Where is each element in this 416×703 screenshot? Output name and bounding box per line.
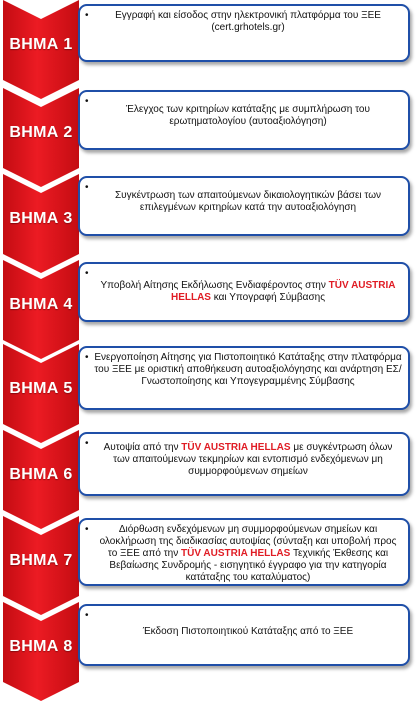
- step-2-box: • Έλεγχος των κριτηρίων κατάταξης με συμπλήρωση του ερωτηματολογίου (αυτοαξιολόγηση): [78, 90, 410, 150]
- step-6-box: • Αυτοψία από την TÜV AUSTRIA HELLAS με συγκέντρωση όλων των απαιτούμενων τεκμηρίων και εντοπισμό ενδεχόμενων μη συμμορφούμενων σημείων: [78, 432, 410, 496]
- step-8-box: • Έκδοση Πιστοποιητικού Κατάταξης από το ΞΕΕ: [78, 604, 410, 666]
- step-7-box: • Διόρθωση ενδεχόμενων μη συμμορφούμενων σημείων και ολοκλήρωση της διαδικασίας αυτοψίας (σύνταξη και υποβολή προς το ΞΕΕ από την TÜV AUSTRIA HELLAS Τεχνικής Έκθεσης και Βεβαίωσης Συνδρομής - εισηγητικό έγγραφο για την κατηγορία κατάταξης του καταλύματος): [78, 518, 410, 586]
- step-5-label: ΒΗΜΑ 5: [9, 380, 73, 397]
- step-1-text: Εγγραφή και είσοδος στην ηλεκτρονική πλατφόρμα του ΞΕΕ (cert.grhotels.gr): [115, 10, 381, 33]
- step-6-label: ΒΗΜΑ 6: [9, 466, 73, 483]
- step-8-text: Έκδοση Πιστοποιητικού Κατάταξης από το ΞΕΕ: [142, 626, 354, 637]
- step-2-text: Έλεγχος των κριτηρίων κατάταξης με συμπλήρωση του ερωτηματολογίου (αυτοαξιολόγηση): [126, 104, 370, 127]
- step-7-label: ΒΗΜΑ 7: [9, 552, 73, 569]
- step-2-label: ΒΗΜΑ 2: [9, 124, 73, 141]
- step-7-text: Διόρθωση ενδεχόμενων μη συμμορφούμενων σημείων και ολοκλήρωση της διαδικασίας αυτοψίας (σύνταξη και υποβολή προς το ΞΕΕ από την TÜV AUSTRIA HELLAS Τεχνικής Έκθεσης και Βεβαίωσης Συνδρομής - εισηγητικό έγγραφο για την κατηγορία κατάταξης του καταλύματος): [99, 524, 397, 583]
- step-3-box: • Συγκέντρωση των απαιτούμενων δικαιολογητικών βάσει των επιλεγμένων κριτηρίων κατά την αυτοαξιολόγηση: [78, 176, 410, 236]
- step-4-label: ΒΗΜΑ 4: [9, 296, 73, 313]
- step-1-box: • Εγγραφή και είσοδος στην ηλεκτρονική πλατφόρμα του ΞΕΕ (cert.grhotels.gr): [78, 4, 410, 62]
- step-3-label: ΒΗΜΑ 3: [9, 210, 73, 227]
- step-4-box: • Υποβολή Αίτησης Εκδήλωσης Ενδιαφέροντος στην TÜV AUSTRIA HELLAS και Υπογραφή Σύμβασης: [78, 262, 410, 322]
- tuv-austria-hellas-highlight: TÜV AUSTRIA HELLAS: [170, 280, 396, 303]
- tuv-austria-hellas-highlight: TÜV AUSTRIA HELLAS: [180, 548, 291, 559]
- step-1-label: ΒΗΜΑ 1: [9, 36, 73, 53]
- step-3-text: Συγκέντρωση των απαιτούμενων δικαιολογητικών βάσει των επιλεγμένων κριτηρίων κατά την αυτοαξιολόγηση: [114, 190, 382, 213]
- step-5-text: Ενεργοποίηση Αίτησης για Πιστοποιητικό Κατάταξης στην πλατφόρμα του ΞΕΕ με οριστική αποθήκευση αυτοαξιολόγησης και ανάρτηση ΕΣ/Γνωστοποίησης και Υπογεγραμμένης Σύμβασης: [94, 352, 402, 387]
- step-5-box: • Ενεργοποίηση Αίτησης για Πιστοποιητικό Κατάταξης στην πλατφόρμα του ΞΕΕ με οριστική αποθήκευση αυτοαξιολόγησης και ανάρτηση ΕΣ/Γνωστοποίησης και Υπογεγραμμένης Σύμβασης: [78, 346, 410, 410]
- step-6-text: Αυτοψία από την TÜV AUSTRIA HELLAS με συγκέντρωση όλων των απαιτούμενων τεκμηρίων και εντοπισμό ενδεχόμενων μη συμμορφούμενων σημείων: [103, 442, 393, 477]
- tuv-austria-hellas-highlight: TÜV AUSTRIA HELLAS: [181, 442, 291, 453]
- step-8-label: ΒΗΜΑ 8: [9, 638, 73, 655]
- step-4-text: Υποβολή Αίτησης Εκδήλωσης Ενδιαφέροντος στην TÜV AUSTRIA HELLAS και Υπογραφή Σύμβασης: [100, 280, 396, 303]
